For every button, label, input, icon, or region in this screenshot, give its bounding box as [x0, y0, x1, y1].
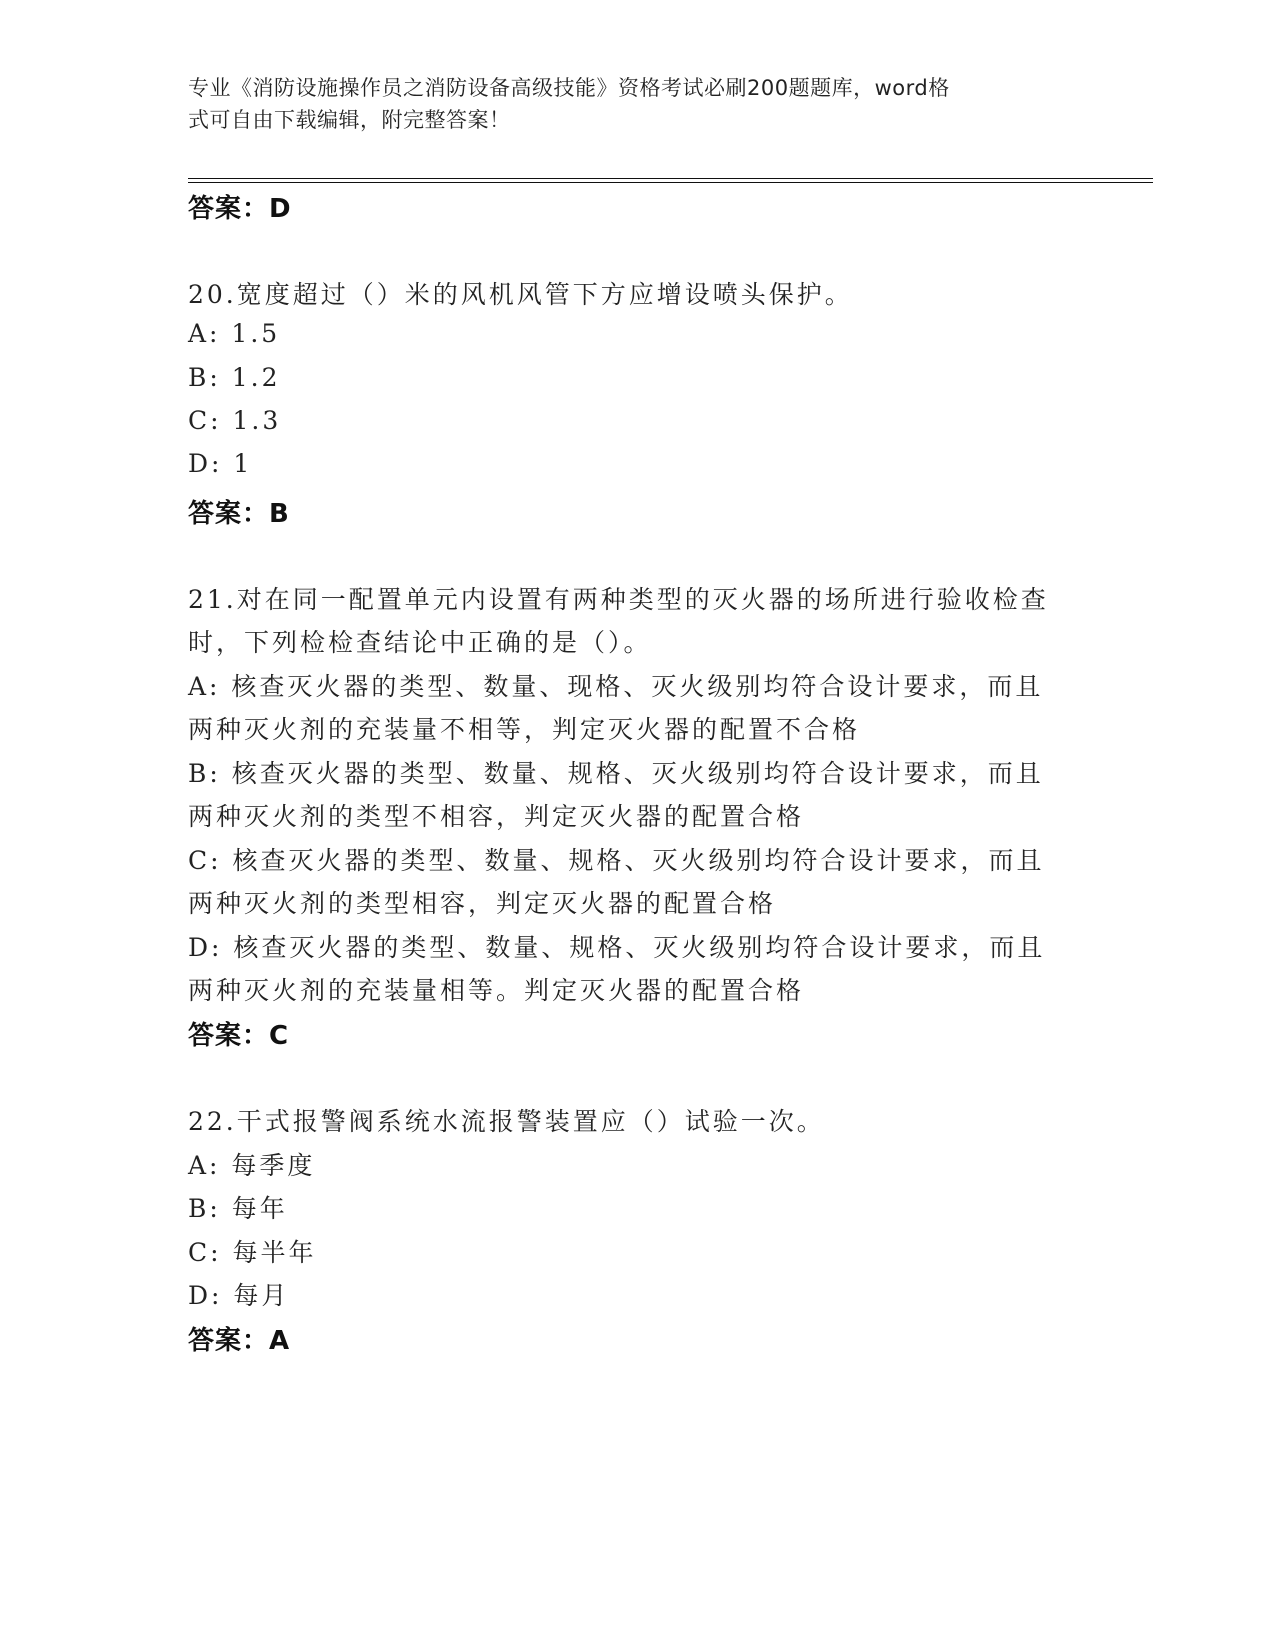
option-c: C: 每半年	[188, 1238, 317, 1267]
header-line-2: 式可自由下载编辑，附完整答案！	[188, 108, 511, 132]
previous-answer: 答案：D	[188, 194, 292, 224]
option-a: A: 每季度	[188, 1151, 316, 1180]
option-d: D: 每月	[188, 1281, 290, 1310]
option-d-continued: 两种灭火剂的充装量相等。判定灭火器的配置合格	[188, 976, 805, 1005]
header-rule-top	[188, 178, 1153, 179]
option-b: B: 每年	[188, 1194, 288, 1223]
option-d: D: 核查灭火器的类型、数量、规格、灭火级别均符合设计要求，而且	[188, 933, 1046, 962]
option-a: A: 1.5	[188, 319, 281, 348]
question-answer: 答案：B	[188, 499, 290, 529]
option-a-continued: 两种灭火剂的充装量不相等，判定灭火器的配置不合格	[188, 715, 861, 744]
option-b: B: 1.2	[188, 363, 281, 392]
header-rule-bottom	[188, 182, 1153, 183]
question-stem: 21.对在同一配置单元内设置有两种类型的灭火器的场所进行验收检查	[188, 585, 1049, 614]
question-answer: 答案：C	[188, 1021, 290, 1051]
question-stem-continued: 时，下列检检查结论中正确的是（）。	[188, 628, 652, 657]
option-c-continued: 两种灭火剂的类型相容，判定灭火器的配置合格	[188, 889, 777, 918]
document-header	[188, 72, 1068, 136]
option-a: A: 核查灭火器的类型、数量、现格、灭火级别均符合设计要求，而且	[188, 672, 1044, 701]
option-d: D: 1	[188, 449, 253, 478]
question-answer: 答案：A	[188, 1326, 291, 1356]
header-line-1: 专业《消防设施操作员之消防设备高级技能》资格考试必刷200题题库，word格	[188, 76, 950, 100]
option-c: C: 核查灭火器的类型、数量、规格、灭火级别均符合设计要求，而且	[188, 846, 1045, 875]
question-stem: 22.干式报警阀系统水流报警装置应（）试验一次。	[188, 1107, 825, 1136]
option-b: B: 核查灭火器的类型、数量、规格、灭火级别均符合设计要求，而且	[188, 759, 1044, 788]
option-c: C: 1.3	[188, 406, 282, 435]
question-stem: 20.宽度超过（）米的风机风管下方应增设喷头保护。	[188, 280, 853, 309]
option-b-continued: 两种灭火剂的类型不相容，判定灭火器的配置合格	[188, 802, 805, 831]
